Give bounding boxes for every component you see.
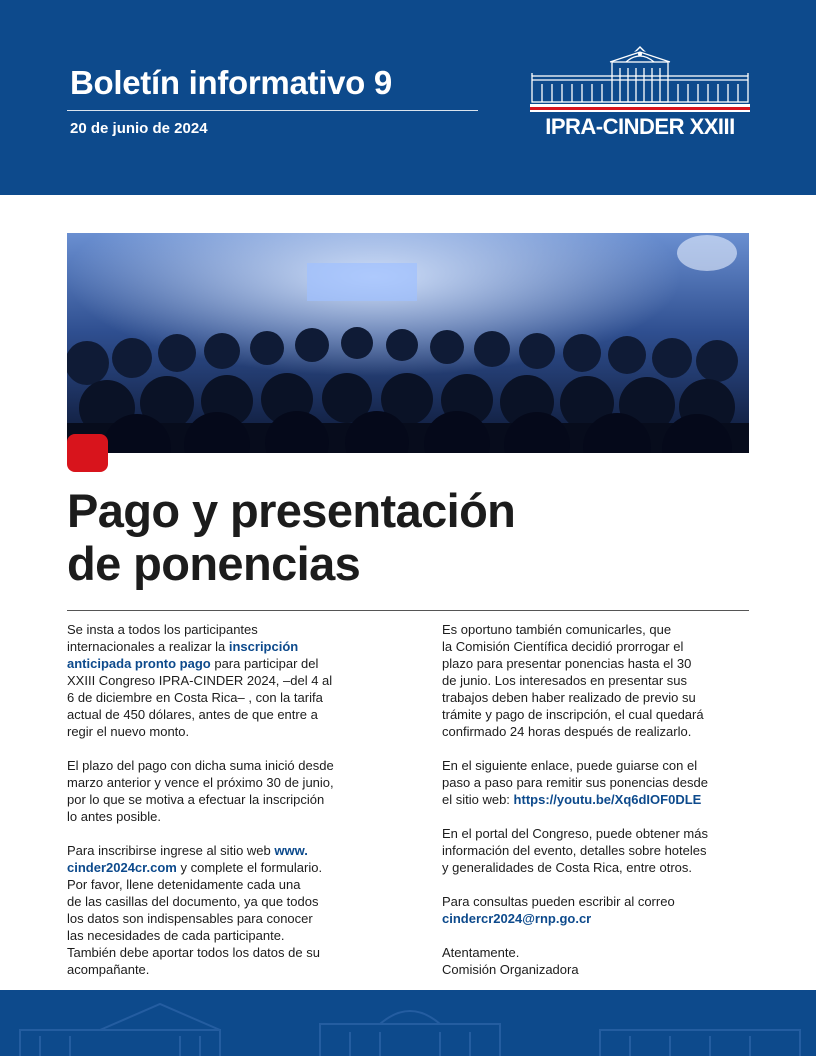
header-band — [0, 0, 816, 195]
paragraph-video-guide: En el siguiente enlace, puede guiarse con el paso a paso para remitir sus ponencias desde el sitio web: https://youtu.be/Xq6dIOF0DLE — [442, 758, 708, 807]
footer-building-watermark-icon — [0, 990, 816, 1056]
right-column — [442, 621, 760, 995]
bulletin-title: Boletín informativo 9 — [70, 64, 392, 101]
title-divider — [67, 110, 478, 111]
early-registration-link[interactable]: inscripción — [228, 639, 299, 654]
red-accent-tab — [67, 434, 108, 472]
paragraph-registration-form: Para inscribirse ingrese al sitio web www. cinder2024cr.com y complete el formulario. Por favor, llene detenidamente cada una de las casillas del documento, ya que todos los datos son indispensables para conocer las necesidades de cada participante. También debe aportar todos los datos de su acompañante. — [67, 843, 323, 977]
building-logo-icon — [528, 46, 752, 114]
contact-email-link[interactable]: cindercr2024@rnp.go.cr — [442, 911, 592, 926]
headline-divider — [67, 610, 749, 611]
left-column — [67, 621, 387, 995]
hero-image-audience — [67, 233, 749, 453]
ipra-cinder-logo — [528, 46, 752, 142]
headline-line-2: de ponencias — [67, 537, 361, 590]
footer-band — [0, 990, 816, 1056]
website-link-cont[interactable]: cinder2024cr.com — [67, 860, 177, 875]
paragraph-portal-info: En el portal del Congreso, puede obtener más información del evento, detalles sobre hoteles y generalidades de Costa Rica, entre otros. — [442, 826, 708, 875]
youtube-link[interactable]: https://youtu.be/Xq6dIOF0DLE — [513, 792, 702, 807]
article-headline — [67, 484, 749, 590]
early-registration-link-cont[interactable]: anticipada pronto pago — [67, 656, 211, 671]
paragraph-early-registration: Se insta a todos los participantes internacionales a realizar la inscripción anticipada pronto pago para participar del XXIII Congreso IPRA-CINDER 2024, –del 4 al 6 de diciembre en Costa Rica– , con la tarifa actual de 450 dólares, antes de que entre a regir el nuevo monto. — [67, 622, 333, 739]
website-link[interactable]: www. — [274, 843, 308, 858]
paragraph-signature: Atentamente. Comisión Organizadora — [442, 945, 579, 977]
paragraph-deadline-extension: Es oportuno también comunicarles, que la Comisión Científica decidió prorrogar el plazo para presentar ponencias hasta el 30 de junio. Los interesados en presentar sus trabajos deben haber realizado de previo su trámite y pago de inscripción, el cual quedará confirmado 24 horas después de realizarlo. — [442, 622, 704, 739]
paragraph-payment-deadline: El plazo del pago con dicha suma inició desde marzo anterior y vence el próximo 30 de junio, por lo que se motiva a efectuar la inscripción lo antes posible. — [67, 758, 334, 824]
headline-line-1: Pago y presentación — [67, 484, 516, 537]
audience-photo — [67, 233, 749, 453]
bulletin-date: 20 de junio de 2024 — [70, 120, 208, 137]
logo-text: IPRA-CINDER XXIII — [545, 114, 735, 139]
paragraph-contact: Para consultas pueden escribir al correo cindercr2024@rnp.go.cr — [442, 894, 675, 926]
